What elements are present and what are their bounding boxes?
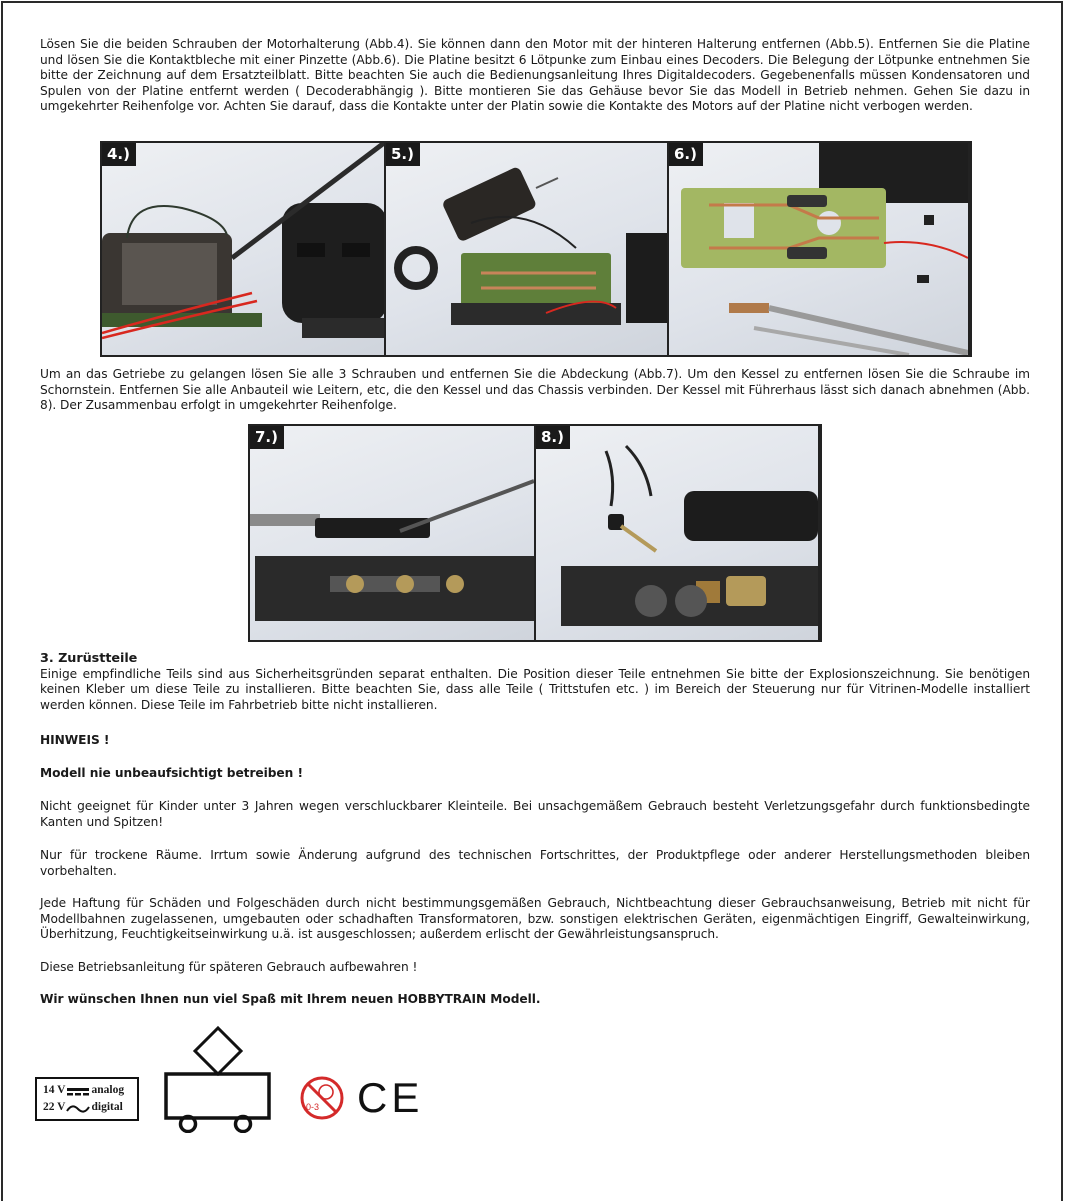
locomotive-symbol-icon [163, 1025, 275, 1133]
analog-voltage: 14 V [43, 1084, 66, 1096]
ce-mark-icon: CE [357, 1074, 424, 1121]
unattended-warning [40, 766, 1030, 782]
digital-voltage-row [43, 1099, 137, 1116]
hinweis-heading: HINWEIS ! [40, 733, 110, 747]
children-warning [40, 799, 1030, 830]
analog-voltage-row [43, 1082, 137, 1099]
analog-label: analog [91, 1084, 125, 1096]
figure-7-label: 7.) [250, 426, 284, 449]
age-warning-text: 0-3 [306, 1102, 320, 1112]
liability-text: Jede Haftung für Schäden und Folgeschäden durch nicht bestimmungsgemäßen Gebrauch, Nichtbeachtung dieser Gebrauchsanweisung, Betrieb mit nicht für Modellbahnen zugelassenen, umgebauten oder schadhaften Transformatoren, bzw. sonstigen elektrischen Geräten, eigenmächtigen Eingriff, Gewalteinwirkung, Überhitzung, Feuchtigkeitseinwirkung u.ä. ist ausgeschlossen; außerdem erlischt der Gewährleistungsanspruch. [40, 896, 1030, 942]
ac-symbol-icon [66, 1103, 90, 1113]
section-3 [40, 651, 1030, 713]
figure-4 [102, 143, 384, 355]
motor-instructions [40, 37, 1030, 115]
motor-paragraph: Lösen Sie die beiden Schrauben der Motorhalterung (Abb.4). Sie können dann den Motor mit der hinteren Halterung entfernen (Abb.5). Entfernen Sie die Platine und lösen Sie die Kontaktbleche mit einer Pinzette (Abb.6). Die Platine besitzt 6 Lötpunke zum Einbau eines Decoders. Die Belegung der Lötpunke entnehmen Sie bitte der Zeichnung auf dem Ersatzteilblatt. Bitte beachten Sie auch die Bedienungsanleitung Ihres Digitaldecoders. Gegebenenfalls müssen Kondensatoren und Spulen von der Platine entfernt werden ( Decoderabhängig ). Bitte montieren Sie das Gehäuse bevor Sie das Modell in Betrieb nehmen. Gehen Sie dazu in umgekehrter Reihenfolge vor. Achten Sie darauf, dass die Kontakte unter der Platin sowie die Kontakte des Motors auf der Platine nicht verbogen werden. [40, 37, 1030, 114]
unattended-warning-text: Modell nie unbeaufsichtigt betreiben ! [40, 766, 303, 780]
closing-wish [40, 992, 1030, 1008]
figure-7-illustration [250, 426, 534, 640]
figure-8-illustration [536, 426, 818, 640]
figure-6-label: 6.) [669, 143, 703, 166]
dry-rooms-notice [40, 848, 1030, 879]
digital-voltage: 22 V [43, 1101, 66, 1113]
liability-notice [40, 896, 1030, 943]
digital-label: digital [91, 1101, 123, 1113]
section-3-body: Einige empfindliche Teils sind aus Sicherheitsgründen separat enthalten. Die Position dieser Teile entnehmen Sie bitte der Explosionszeichnung. Sie benötigen keinen Kleber um diese Teile zu installieren. Bitte beachten Sie, dass alle Teile ( Trittstufen etc. ) im Bereich der Steuerung nur für Vitrinen-Modelle installiert werden können. Diese Teile im Fahrbetrieb bitte nicht installieren. [40, 666, 1030, 712]
figure-5-illustration [386, 143, 667, 355]
gearbox-paragraph: Um an das Getriebe zu gelangen lösen Sie alle 3 Schrauben und entfernen Sie die Abdeckung (Abb.7). Um den Kessel zu entfernen lösen Sie die Schraube im Schornstein. Entfernen Sie alle Anbauteil wie Leitern, etc, die den Kessel und das Chassis verbinden. Der Kessel mit Führerhaus lässt sich danach abnehmen (Abb. 8). Der Zusammenbau erfolgt in umgekehrter Reihenfolge. [40, 367, 1030, 413]
keep-manual-notice [40, 960, 1030, 976]
figure-row-2 [248, 424, 822, 642]
figure-8 [536, 426, 818, 640]
figure-7 [250, 426, 534, 640]
figure-5 [386, 143, 667, 355]
dry-rooms-text: Nur für trockene Räume. Irrtum sowie Änderung aufgrund des technischen Fortschrittes, der Produktpflege oder anderer Herstellungsmethoden bleiben vorbehalten. [40, 848, 1030, 878]
voltage-label-box [35, 1077, 139, 1121]
figure-row-1 [100, 141, 972, 357]
children-warning-text: Nicht geeignet für Kinder unter 3 Jahren wegen verschluckbarer Kleinteile. Bei unsachgemäßem Gebrauch besteht Verletzungsgefahr durch funktionsbedingte Kanten und Spitzen! [40, 799, 1030, 829]
age-warning-icon [299, 1075, 345, 1121]
section-3-title: 3. Zurüstteile [40, 651, 138, 666]
figure-8-label: 8.) [536, 426, 570, 449]
figure-4-label: 4.) [102, 143, 136, 166]
closing-wish-text: Wir wünschen Ihnen nun viel Spaß mit Ihrem neuen HOBBYTRAIN Modell. [40, 992, 541, 1006]
figure-4-illustration [102, 143, 384, 355]
dc-symbol-icon [66, 1086, 90, 1096]
symbols-row [35, 1025, 455, 1155]
gearbox-instructions [40, 367, 1030, 414]
notice-heading [40, 733, 1030, 749]
figure-6-illustration [669, 143, 968, 355]
keep-manual-text: Diese Betriebsanleitung für späteren Gebrauch aufbewahren ! [40, 960, 418, 974]
figure-6 [669, 143, 968, 355]
figure-5-label: 5.) [386, 143, 420, 166]
